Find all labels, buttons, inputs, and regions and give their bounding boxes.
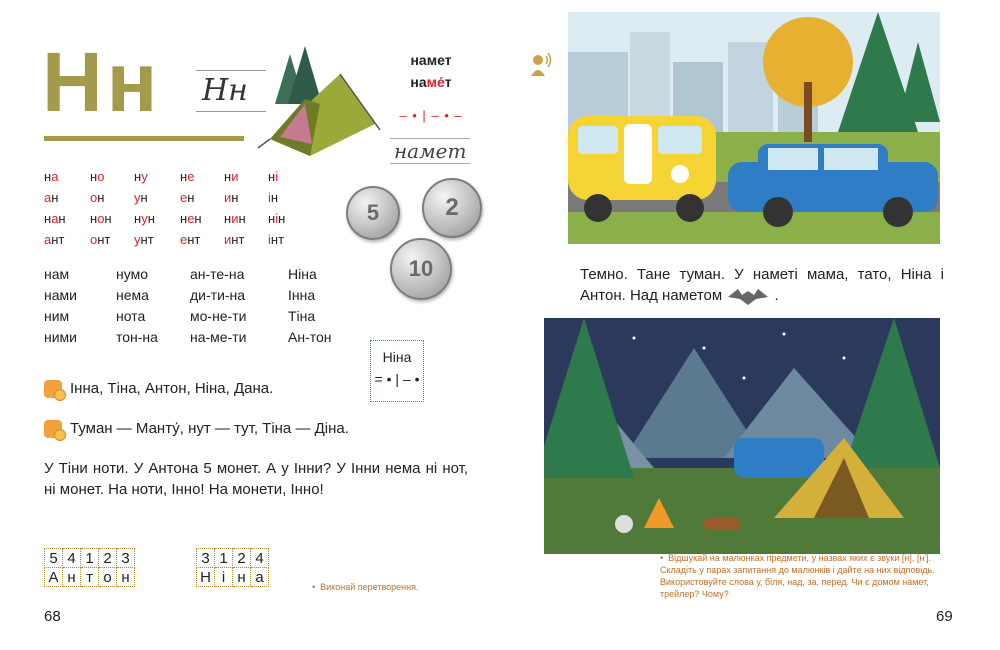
word-item: Тіна <box>288 308 316 324</box>
reading-paragraph: У Тіни ноти. У Антона 5 монет. А у Інни? У Інни нема ні нот, ні монет. На ноти, Інно! На монети, Інно! <box>44 460 468 498</box>
syllable: но <box>90 169 105 184</box>
syllable: ін <box>268 190 279 205</box>
letter-underline <box>44 136 244 141</box>
story-text: Темно. Тане туман. У наметі мама, тато, Ніна і Антон. Над наметом . <box>580 264 944 307</box>
coin-2: 2 <box>422 178 482 238</box>
bank-cell: 5 <box>45 549 63 568</box>
syllable: унт <box>134 232 154 247</box>
syllable: ент <box>180 232 201 247</box>
bank-cell: 2 <box>99 549 117 568</box>
task-2 <box>44 420 349 438</box>
word-stressed: наме́т <box>410 74 452 90</box>
bank-cell: А <box>45 568 63 587</box>
coin-5: 5 <box>346 186 400 240</box>
word-column <box>288 264 332 348</box>
nina-scheme: = • | – • <box>374 371 420 387</box>
task-1 <box>44 380 273 398</box>
syllable: ин <box>224 190 239 205</box>
letter-bank-2 <box>196 548 269 587</box>
bank-cell: 4 <box>251 549 269 568</box>
syllable: инт <box>224 232 245 247</box>
syllable: нин <box>224 211 246 226</box>
syllable: ун <box>134 190 148 205</box>
page-number-left: 68 <box>44 608 61 625</box>
word-item: ними <box>44 329 77 345</box>
syllable: ен <box>180 190 195 205</box>
right-page <box>500 0 1000 650</box>
word-item: нами <box>44 287 77 303</box>
syllable: не <box>180 169 195 184</box>
syllable: онт <box>90 232 111 247</box>
syllable: ні <box>268 169 279 184</box>
word-item: на-ме-ти <box>190 329 247 345</box>
nina-scheme-box <box>370 340 424 402</box>
syllable: он <box>90 190 105 205</box>
word-plain: намет <box>410 52 452 68</box>
word-item: нота <box>116 308 146 324</box>
bank-cell: Н <box>197 568 215 587</box>
bank-cell: н <box>117 568 135 587</box>
bank-cell: 1 <box>81 549 99 568</box>
bank-cell: 4 <box>63 549 81 568</box>
tent-illustration <box>250 44 390 160</box>
script-word: намет <box>390 138 470 164</box>
word-item: Інна <box>288 287 316 303</box>
syllable: ни <box>224 169 239 184</box>
bank-cell: т <box>81 568 99 587</box>
script-letter: Нн <box>196 70 266 112</box>
exercise-note: • Виконай перетворення. <box>312 582 419 592</box>
word-column <box>190 264 247 348</box>
bat-icon <box>726 285 770 307</box>
bank-cell: о <box>99 568 117 587</box>
letter-bank-1 <box>44 548 135 587</box>
bank-cell: н <box>233 568 251 587</box>
word-item: тон-на <box>116 329 158 345</box>
syllable: нен <box>180 211 202 226</box>
syllable: на <box>44 169 59 184</box>
word-item: Ніна <box>288 266 317 282</box>
syllable: нін <box>268 211 286 226</box>
coin-10: 10 <box>390 238 452 300</box>
word-item: ан-те-на <box>190 266 245 282</box>
word-item: нема <box>116 287 149 303</box>
bank-cell: і <box>215 568 233 587</box>
syllable: ан <box>44 190 59 205</box>
nina-word: Ніна <box>382 349 412 365</box>
word-item: Ан-тон <box>288 329 332 345</box>
task-2-text: Туман — Манту́, нут — тут, Тіна — Діна. <box>70 420 349 437</box>
bank-cell: н <box>63 568 81 587</box>
listen-icon <box>530 52 552 78</box>
word-box <box>396 52 466 90</box>
syllable: нон <box>90 211 112 226</box>
syllable: ну <box>134 169 148 184</box>
assignment-note: • Відшукай на малюнках предмети, у назвах яких є звуки [н], [н']. Складіть у парах запитання до малюнків і дайте на них відповідь. Використовуйте слова у, біля, над, за, перед. Чи є домом намет, трейлер? Чому? <box>660 553 935 599</box>
daytime-illustration <box>568 12 940 244</box>
syllable: ант <box>44 232 65 247</box>
page-number-right: 69 <box>936 608 953 625</box>
word-column <box>116 264 158 348</box>
word-scheme: – • | – • – <box>399 108 463 123</box>
task-icon <box>44 420 62 438</box>
night-illustration <box>544 318 940 554</box>
word-item: ним <box>44 308 70 324</box>
task-icon <box>44 380 62 398</box>
task-1-text: Інна, Тіна, Антон, Ніна, Дана. <box>70 380 274 397</box>
big-letter: Нн <box>42 35 162 129</box>
word-item: нам <box>44 266 70 282</box>
word-item: ди-ти-на <box>190 287 246 303</box>
bank-cell: а <box>251 568 269 587</box>
syllable: нан <box>44 211 66 226</box>
word-column <box>44 264 77 348</box>
bank-cell: 3 <box>117 549 135 568</box>
word-item: мо-не-ти <box>190 308 247 324</box>
bank-cell: 2 <box>233 549 251 568</box>
bank-cell: 1 <box>215 549 233 568</box>
bank-cell: 3 <box>197 549 215 568</box>
syllable: нун <box>134 211 155 226</box>
word-item: нумо <box>116 266 148 282</box>
syllable: інт <box>268 232 285 247</box>
